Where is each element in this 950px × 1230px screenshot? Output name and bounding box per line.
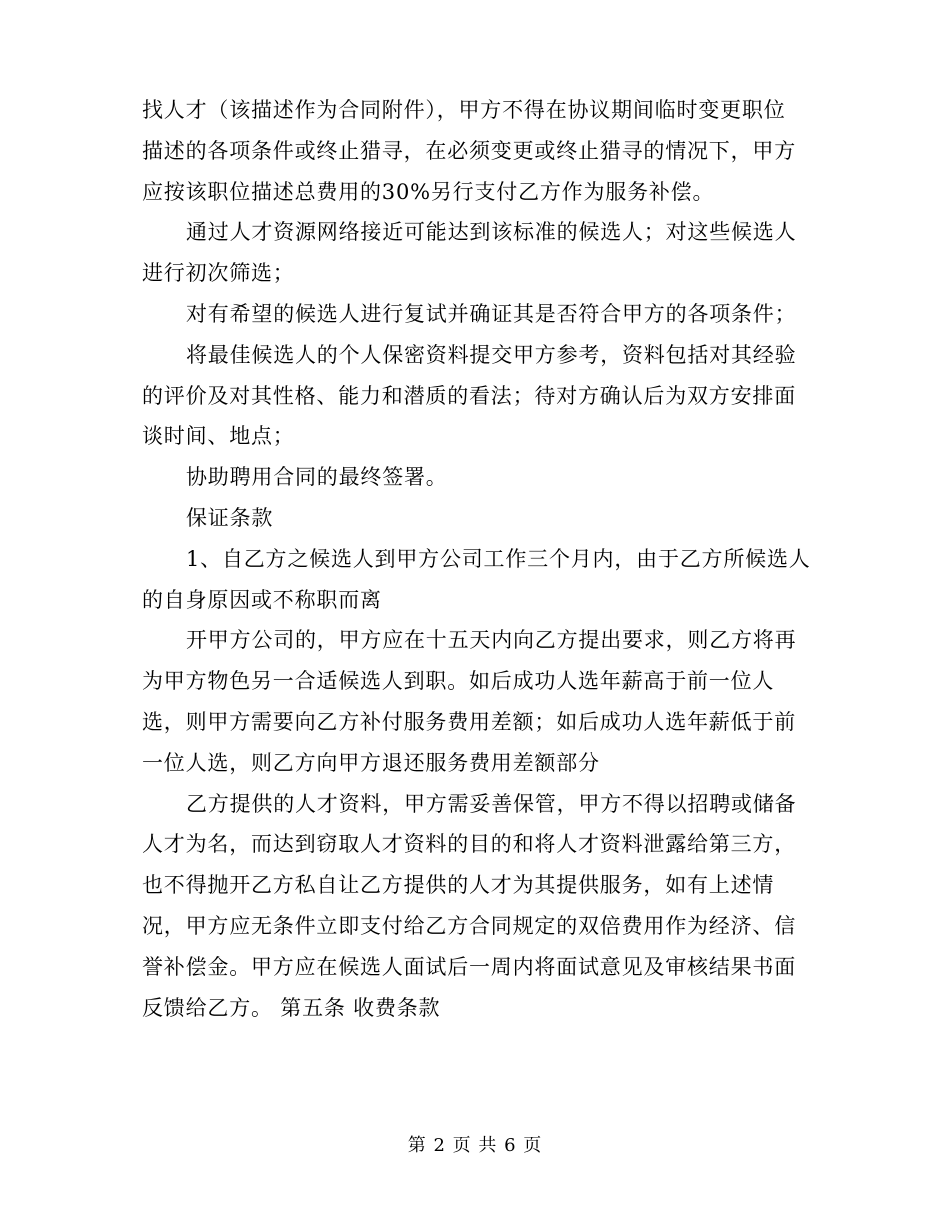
text-line: 进行初次筛选； bbox=[142, 261, 295, 286]
text-line: 的评价及对其性格、能力和潜质的看法；待对方确认后为双方安排面 bbox=[142, 383, 796, 408]
text-line: 对有希望的候选人进行复试并确证其是否符合甲方的各项条件； bbox=[186, 301, 797, 326]
text-line: 描述的各项条件或终止猎寻，在必须变更或终止猎寻的情况下，甲方 bbox=[142, 138, 796, 163]
text-line: 1、自乙方之候选人到甲方公司工作三个月内，由于乙方所候选人 bbox=[186, 546, 811, 571]
text-line: 反馈给乙方。 第五条 收费条款 bbox=[142, 995, 441, 1020]
text-line: 谈时间、地点； bbox=[142, 424, 295, 449]
page-footer bbox=[0, 1131, 950, 1157]
page-number-label: 第 2 页 共 6 页 bbox=[407, 1135, 543, 1156]
text-line: 人才为名，而达到窃取人才资料的目的和将人才资料泄露给第三方， bbox=[142, 832, 796, 857]
text-line: 况，甲方应无条件立即支付给乙方合同规定的双倍费用作为经济、信 bbox=[142, 913, 796, 938]
document-body bbox=[142, 90, 812, 1028]
text-line: 的自身原因或不称职而离 bbox=[142, 587, 382, 612]
text-line: 也不得抛开乙方私自让乙方提供的人才为其提供服务，如有上述情 bbox=[142, 873, 775, 898]
text-line: 保证条款 bbox=[186, 505, 274, 530]
text-line: 应按该职位描述总费用的30%另行支付乙方作为服务补偿。 bbox=[142, 179, 715, 204]
text-line: 通过人才资源网络接近可能达到该标准的候选人；对这些候选人 bbox=[186, 220, 797, 245]
text-line: 开甲方公司的，甲方应在十五天内向乙方提出要求，则乙方将再 bbox=[186, 628, 797, 653]
text-line: 一位人选，则乙方向甲方退还服务费用差额部分 bbox=[142, 750, 600, 775]
text-line: 找人才（该描述作为合同附件），甲方不得在协议期间临时变更职位 bbox=[142, 98, 786, 122]
text-line: 乙方提供的人才资料，甲方需妥善保管，甲方不得以招聘或储备 bbox=[186, 791, 797, 816]
text-line: 誉补偿金。甲方应在候选人面试后一周内将面试意见及审核结果书面 bbox=[142, 954, 796, 979]
text-line: 将最佳候选人的个人保密资料提交甲方参考，资料包括对其经验 bbox=[186, 342, 797, 367]
text-line: 选，则甲方需要向乙方补付服务费用差额；如后成功人选年薪低于前 bbox=[142, 709, 796, 734]
text-line: 为甲方物色另一合适候选人到职。如后成功人选年薪高于前一位人 bbox=[142, 669, 775, 694]
text-line: 协助聘用合同的最终签署。 bbox=[186, 465, 448, 490]
